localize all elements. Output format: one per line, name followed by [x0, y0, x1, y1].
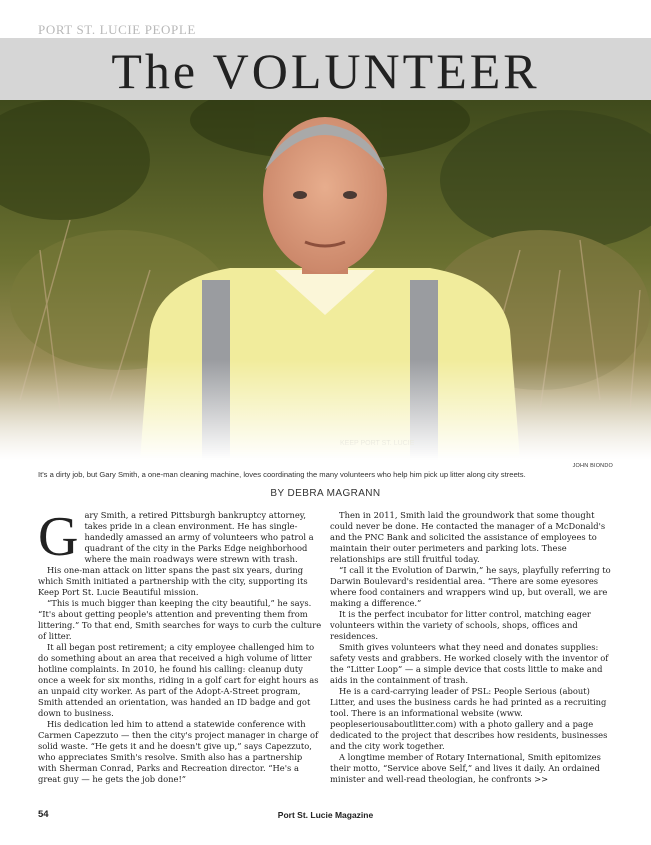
photo-credit: JOHN BIONDO: [572, 463, 613, 469]
drop-cap: G: [38, 506, 79, 568]
article-paragraph: Smith gives volunteers what they need and donates supplies: safety vests and grabbers. He worked closely with the inventor of the “Litter Loop” — a simple device that costs little to make and aids in the containment of trash.: [330, 642, 609, 685]
article-column-right: [330, 510, 614, 785]
article-paragraph: A longtime member of Rotary International, Smith epitomizes their motto, “Service above Self,” and lives it daily. An ordained minister and well-read theologian, he confronts >>: [330, 752, 601, 784]
byline: BY DEBRA MAGRANN: [270, 488, 381, 499]
article-paragraph: It is the perfect incubator for litter control, matching eager volunteers within the variety of schools, shops, offices and residences.: [330, 609, 591, 641]
article-paragraph: His one-man attack on litter spans the past six years, during which Smith initiated a partnership with the city, supporting its Keep Port St. Lucie Beautiful mission.: [38, 565, 308, 597]
feature-photo: [0, 100, 651, 460]
section-kicker: PORT ST. LUCIE PEOPLE: [38, 22, 196, 37]
page-number: 54: [38, 809, 49, 820]
article-column-left: [38, 506, 322, 785]
page-title: The VOLUNTEER: [111, 43, 540, 99]
article-paragraph: “I call it the Evolution of Darwin,” he says, playfully referring to Darwin Boulevard's residential area. “There are some eyesores where food containers and wrappers wind up, but overall, we are making a difference.”: [330, 565, 611, 608]
article-paragraph: “This is much bigger than keeping the city beautiful,” he says. “It's about getting people's attention and preventing them from littering.” To that end, Smith searches for ways to curb the culture of litter.: [38, 598, 322, 641]
article-paragraph: Then in 2011, Smith laid the groundwork that some thought could never be done. He contacted the manager of a McDonald's and the PNC Bank and solicited the assistance of employees to maintain their outer perimeters and parking lots. These relationships are still fruitful today.: [330, 510, 606, 564]
article-paragraph: His dedication led him to attend a statewide conference with Carmen Capezzuto — then the city's project manager in charge of solid waste. “He gets it and he doesn't give up,” says Capezzuto, who appreciates Smith's resolve. Smith also has a partnership with Sherman Conrad, Parks and Recreation director. “He's a great guy — he gets the job done!”: [38, 719, 319, 784]
article-paragraph: It all began post retirement; a city employee challenged him to do something about an area that received a high volume of litter hotline complaints. In 2010, he found his calling: cleanup duty once a week for six months, riding in a golf cart for eight hours as an unpaid city worker. As part of the Adopt-A-Street program, Smith attended an orientation, was handed an ID badge and got down to business.: [38, 642, 319, 718]
photo-caption: It's a dirty job, but Gary Smith, a one-man cleaning machine, loves coordinating the many volunteers who help him pick up litter along city streets.: [38, 470, 526, 479]
article-paragraph: ary Smith, a retired Pittsburgh bankruptcy attorney, takes pride in a clean environment. He has single-handedly amassed an army of volunteers who patrol a quadrant of the city in the Parks Edge neighborhood where the main roadways were strewn with trash.: [84, 510, 314, 564]
magazine-name: Port St. Lucie Magazine: [277, 810, 374, 820]
article-paragraph: He is a card-carrying leader of PSL: People Serious (about) Litter, and uses the business cards he had printed as a recruiting tool. There is an informational website (www. peopleseriousaboutlitter.com) with a photo gallery and a page dedicated to the project that describes how residents, businesses and the city work together.: [330, 686, 608, 751]
